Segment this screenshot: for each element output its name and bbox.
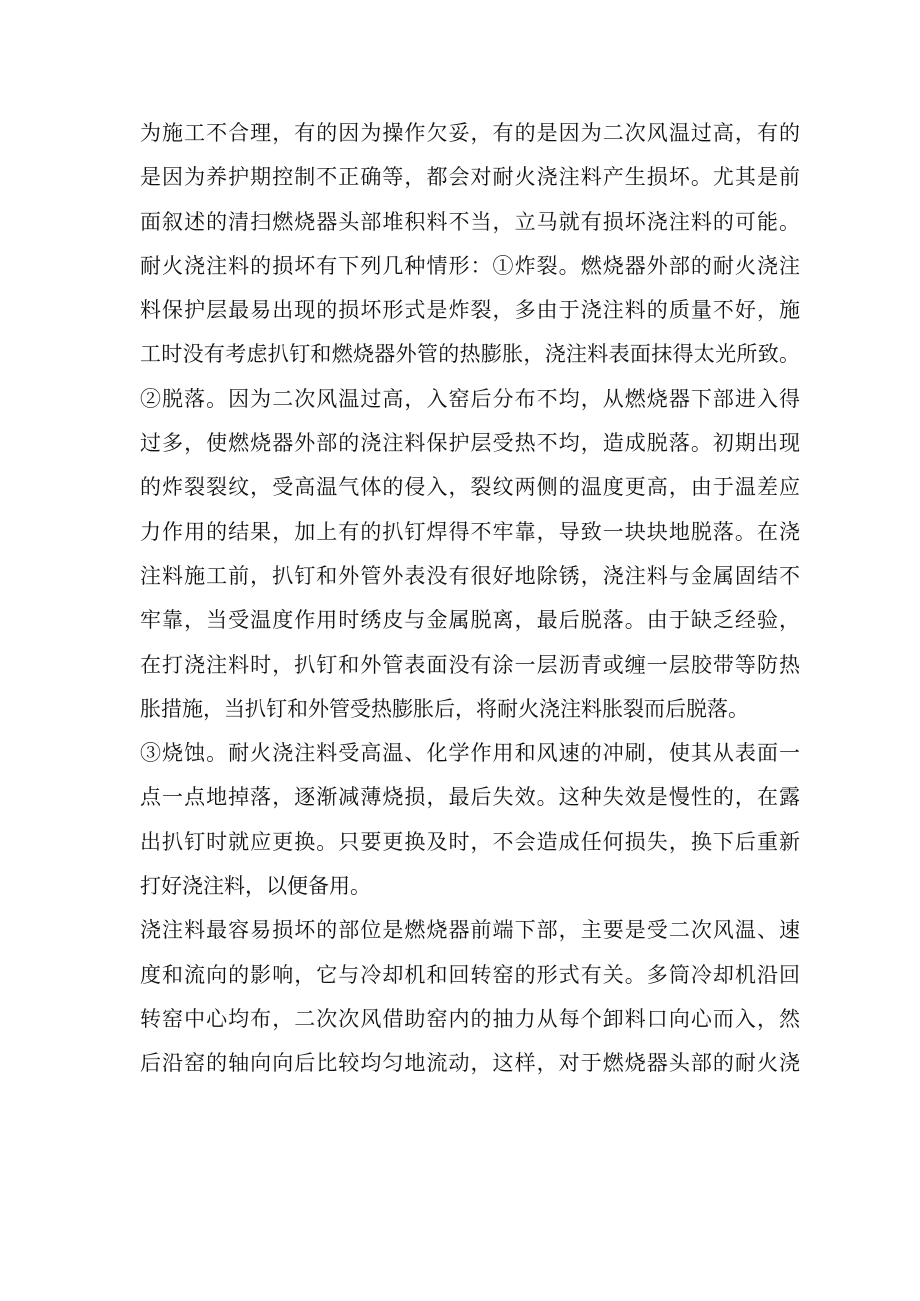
text-line: 面叙述的清扫燃烧器头部堆积料不当，立马就有损坏浇注料的可能。 (140, 209, 800, 234)
paragraph (140, 731, 800, 908)
text-line: 点一点地掉落，逐渐减薄烧损，最后失效。这种失效是慢性的，在露 (140, 785, 800, 810)
paragraph (140, 244, 800, 377)
text-line: 的炸裂裂纹，受高温气体的侵入，裂纹两侧的温度更高，由于温差应 (140, 475, 800, 500)
paragraph (140, 111, 800, 244)
text-line: 后沿窑的轴向向后比较均匀地流动，这样，对于燃烧器头部的耐火浇 (140, 1051, 800, 1076)
text-line: 牢靠，当受温度作用时绣皮与金属脱离，最后脱落。由于缺乏经验， (140, 608, 800, 633)
body-text (140, 111, 800, 1086)
paragraph (140, 908, 800, 1085)
text-line: 浇注料最容易损坏的部位是燃烧器前端下部，主要是受二次风温、速 (140, 918, 800, 943)
text-line: 是因为养护期控制不正确等，都会对耐火浇注料产生损坏。尤其是前 (140, 165, 800, 190)
text-line: ②脱落。因为二次风温过高，入窑后分布不均，从燃烧器下部进入得 (140, 386, 800, 411)
text-line: 出扒钉时就应更换。只要更换及时，不会造成任何损失，换下后重新 (140, 829, 800, 854)
text-line: 打好浇注料，以便备用。 (140, 874, 371, 899)
paragraph (140, 377, 800, 731)
text-line: 胀措施，当扒钉和外管受热膨胀后，将耐火浇注料胀裂而后脱落。 (140, 696, 749, 721)
text-line: ③烧蚀。耐火浇注料受高温、化学作用和风速的冲刷，使其从表面一 (140, 741, 800, 766)
text-line: 在打浇注料时，扒钉和外管表面没有涂一层沥青或缠一层胶带等防热 (140, 652, 800, 677)
text-line: 为施工不合理，有的因为操作欠妥，有的是因为二次风温过高，有的 (140, 121, 800, 145)
text-line: 耐火浇注料的损坏有下列几种情形：①炸裂。燃烧器外部的耐火浇注 (140, 253, 800, 278)
text-line: 注料施工前，扒钉和外管外表没有很好地除锈，浇注料与金属固结不 (140, 563, 800, 588)
text-line: 转窑中心均布，二次次风借助窑内的抽力从每个卸料口向心而入，然 (140, 1006, 800, 1031)
text-line: 工时没有考虑扒钉和燃烧器外管的热膨胀，浇注料表面抹得太光所致。 (140, 342, 800, 367)
text-line: 度和流向的影响，它与冷却机和回转窑的形式有关。多筒冷却机沿回 (140, 962, 800, 987)
text-line: 力作用的结果，加上有的扒钉焊得不牢靠，导致一块块地脱落。在浇 (140, 519, 800, 544)
text-line: 料保护层最易出现的损坏形式是炸裂，多由于浇注料的质量不好，施 (140, 298, 800, 323)
text-line: 过多，使燃烧器外部的浇注料保护层受热不均，造成脱落。初期出现 (140, 431, 800, 456)
